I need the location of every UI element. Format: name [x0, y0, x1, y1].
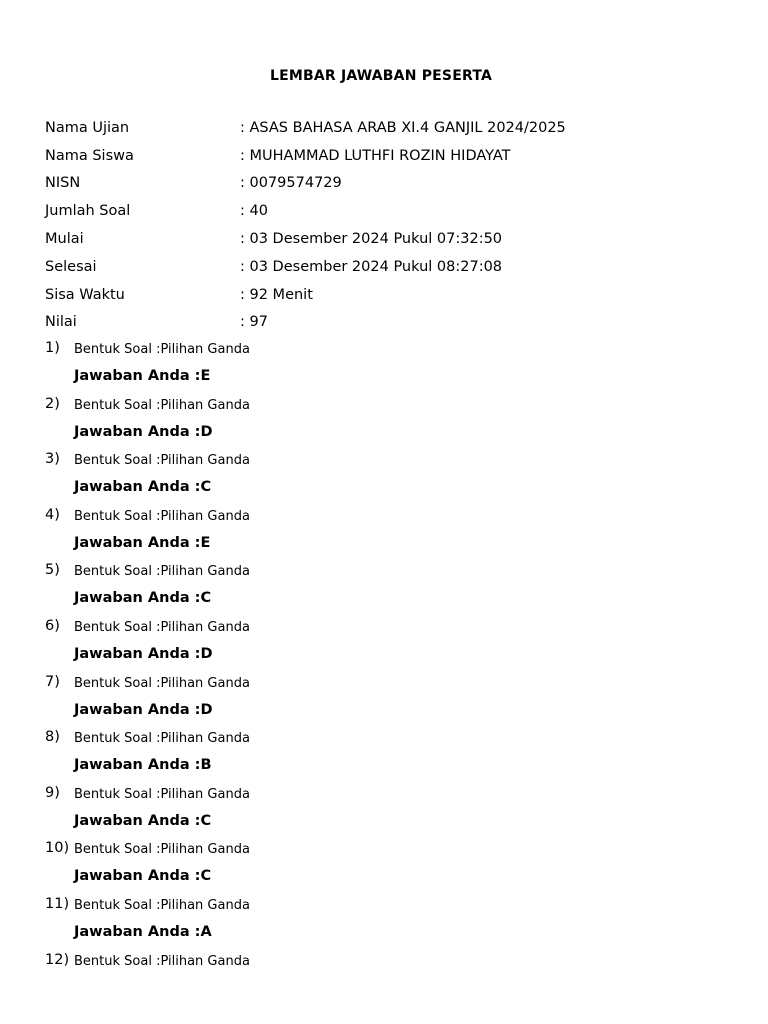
list-item	[45, 449, 745, 505]
question-number: 9)	[45, 784, 60, 801]
info-label: Mulai	[45, 231, 84, 248]
info-value: : 40	[240, 203, 268, 220]
question-answer: Jawaban Anda :C	[74, 868, 212, 885]
question-answer: Jawaban Anda :C	[74, 590, 212, 607]
question-type: Bentuk Soal :Pilihan Ganda	[74, 786, 250, 802]
info-row-exam-name	[45, 114, 745, 142]
question-number: 8)	[45, 729, 60, 746]
info-label: Sisa Waktu	[45, 286, 125, 303]
question-answer: Jawaban Anda :B	[74, 757, 212, 774]
question-type: Bentuk Soal :Pilihan Ganda	[74, 453, 250, 469]
question-type: Bentuk Soal :Pilihan Ganda	[74, 842, 250, 858]
question-type: Bentuk Soal :Pilihan Ganda	[74, 619, 250, 635]
question-type: Bentuk Soal :Pilihan Ganda	[74, 508, 250, 524]
question-answer: Jawaban Anda :E	[74, 534, 211, 551]
question-number: 5)	[45, 562, 60, 579]
info-label: Jumlah Soal	[45, 203, 131, 220]
question-answer: Jawaban Anda :E	[74, 368, 211, 384]
info-value: : 03 Desember 2024 Pukul 07:32:50	[240, 231, 503, 248]
question-number: 6)	[45, 617, 60, 634]
question-number: 11)	[45, 895, 70, 912]
answer-list	[45, 338, 745, 1005]
list-item	[45, 727, 745, 783]
info-label: Selesai	[45, 258, 97, 275]
question-type: Bentuk Soal :Pilihan Ganda	[74, 342, 250, 357]
info-label: Nama Siswa	[45, 147, 134, 164]
question-number: 3)	[45, 451, 60, 468]
question-type: Bentuk Soal :Pilihan Ganda	[74, 731, 250, 747]
question-number: 1)	[45, 340, 60, 356]
question-number: 10)	[45, 840, 70, 857]
list-item	[45, 672, 745, 728]
question-type: Bentuk Soal :Pilihan Ganda	[74, 564, 250, 580]
info-value: : 97	[240, 314, 268, 331]
list-item	[45, 894, 745, 950]
info-row-student-name	[45, 142, 745, 170]
question-number: 12)	[45, 951, 70, 968]
info-label: Nama Ujian	[45, 119, 130, 136]
list-item	[45, 394, 745, 450]
info-value: : 03 Desember 2024 Pukul 08:27:08	[240, 258, 503, 275]
list-item	[45, 616, 745, 672]
list-item	[45, 783, 745, 839]
page-title: LEMBAR JAWABAN PESERTA	[269, 68, 493, 84]
exam-info	[45, 114, 745, 336]
question-answer: Jawaban Anda :A	[74, 923, 212, 940]
list-item	[45, 560, 745, 616]
info-label: Nilai	[45, 314, 77, 331]
question-answer: Jawaban Anda :D	[74, 701, 213, 718]
question-answer: Jawaban Anda :D	[74, 423, 213, 440]
list-item	[45, 338, 745, 394]
info-label: NISN	[45, 175, 81, 192]
question-answer: Jawaban Anda :C	[74, 479, 212, 496]
info-row-score	[45, 309, 745, 337]
list-item	[45, 838, 745, 894]
question-type: Bentuk Soal :Pilihan Ganda	[74, 397, 250, 413]
info-row-start	[45, 225, 745, 253]
info-row-nisn	[45, 170, 745, 198]
question-answer: Jawaban Anda :C	[74, 812, 212, 829]
info-row-time-left	[45, 281, 745, 309]
list-item	[45, 505, 745, 561]
question-type: Bentuk Soal :Pilihan Ganda	[74, 675, 250, 691]
info-value: : MUHAMMAD LUTHFI ROZIN HIDAYAT	[240, 147, 511, 164]
question-type: Bentuk Soal :Pilihan Ganda	[74, 897, 250, 913]
question-number: 4)	[45, 506, 60, 523]
info-value: : 0079574729	[240, 175, 342, 192]
question-type: Bentuk Soal :Pilihan Ganda	[74, 953, 250, 969]
info-value: : ASAS BAHASA ARAB XI.4 GANJIL 2024/2025	[240, 119, 566, 136]
question-answer: Jawaban Anda :D	[74, 645, 213, 662]
info-value: : 92 Menit	[240, 286, 313, 303]
list-item	[45, 950, 745, 1006]
info-row-question-count	[45, 197, 745, 225]
question-number: 2)	[45, 395, 60, 412]
question-number: 7)	[45, 673, 60, 690]
info-row-end	[45, 253, 745, 281]
